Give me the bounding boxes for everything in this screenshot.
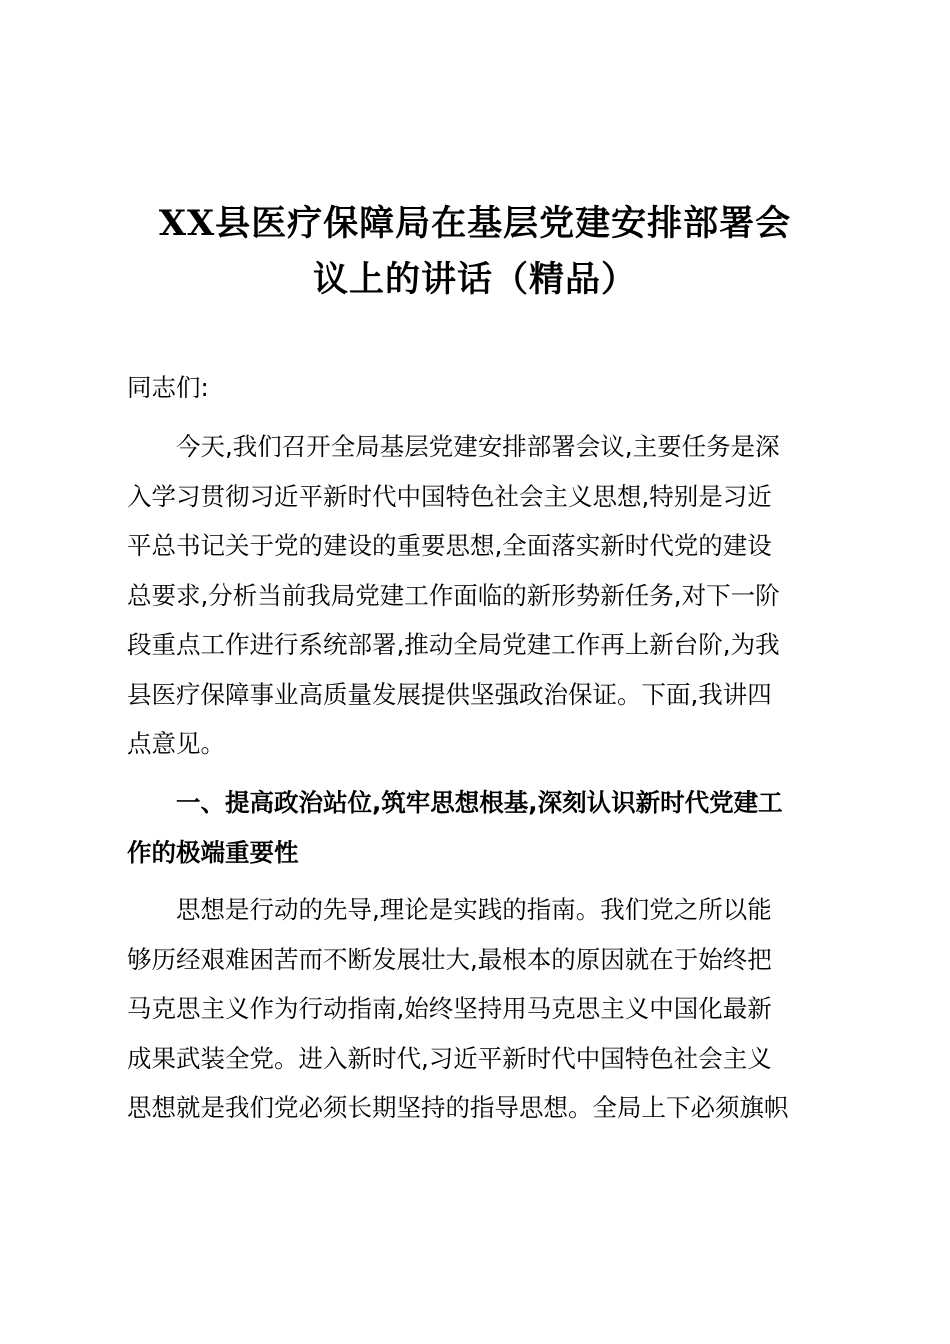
paragraph-line: 入学习贯彻习近平新时代中国特色社会主义思想,特别是习近 (127, 481, 772, 511)
heading-line: 一、提高政治站位,筑牢思想根基,深刻认识新时代党建工 (176, 788, 783, 817)
paragraph-line: 总要求,分析当前我局党建工作面临的新形势新任务,对下一阶 (127, 580, 780, 610)
title-line-1: XX县医疗保障局在基层党建安排部署会 (158, 203, 792, 244)
paragraph-line: 思想就是我们党必须长期坚持的指导思想。全局上下必须旗帜 (127, 1093, 789, 1122)
paragraph-intro (127, 422, 827, 769)
paragraph-line: 段重点工作进行系统部署,推动全局党建工作再上新台阶,为我 (127, 630, 780, 659)
heading-line: 作的极端重要性 (127, 837, 299, 867)
paragraph-line: 思想是行动的先导,理论是实践的指南。我们党之所以能 (176, 895, 772, 924)
document-title (100, 196, 850, 308)
paragraph-line: 够历经艰难困苦而不断发展壮大,最根本的原因就在于始终把 (127, 944, 772, 974)
paragraph-line: 今天,我们召开全局基层党建安排部署会议,主要任务是深 (176, 432, 780, 461)
paragraph-line: 马克思主义作为行动指南,始终坚持用马克思主义中国化最新 (127, 994, 772, 1023)
paragraph-line: 成果武装全党。进入新时代,习近平新时代中国特色社会主义 (127, 1043, 772, 1073)
salutation: 同志们: (127, 373, 209, 402)
paragraph-section-1 (127, 885, 827, 1133)
paragraph-line: 点意见。 (127, 729, 225, 758)
paragraph-line: 平总书记关于党的建设的重要思想,全面落实新时代党的建设 (127, 531, 772, 560)
section-heading-1 (127, 778, 827, 877)
title-line-2: 议上的讲话（精品） (312, 259, 637, 300)
paragraph-line: 县医疗保障事业高质量发展提供坚强政治保证。下面,我讲四 (127, 679, 772, 709)
